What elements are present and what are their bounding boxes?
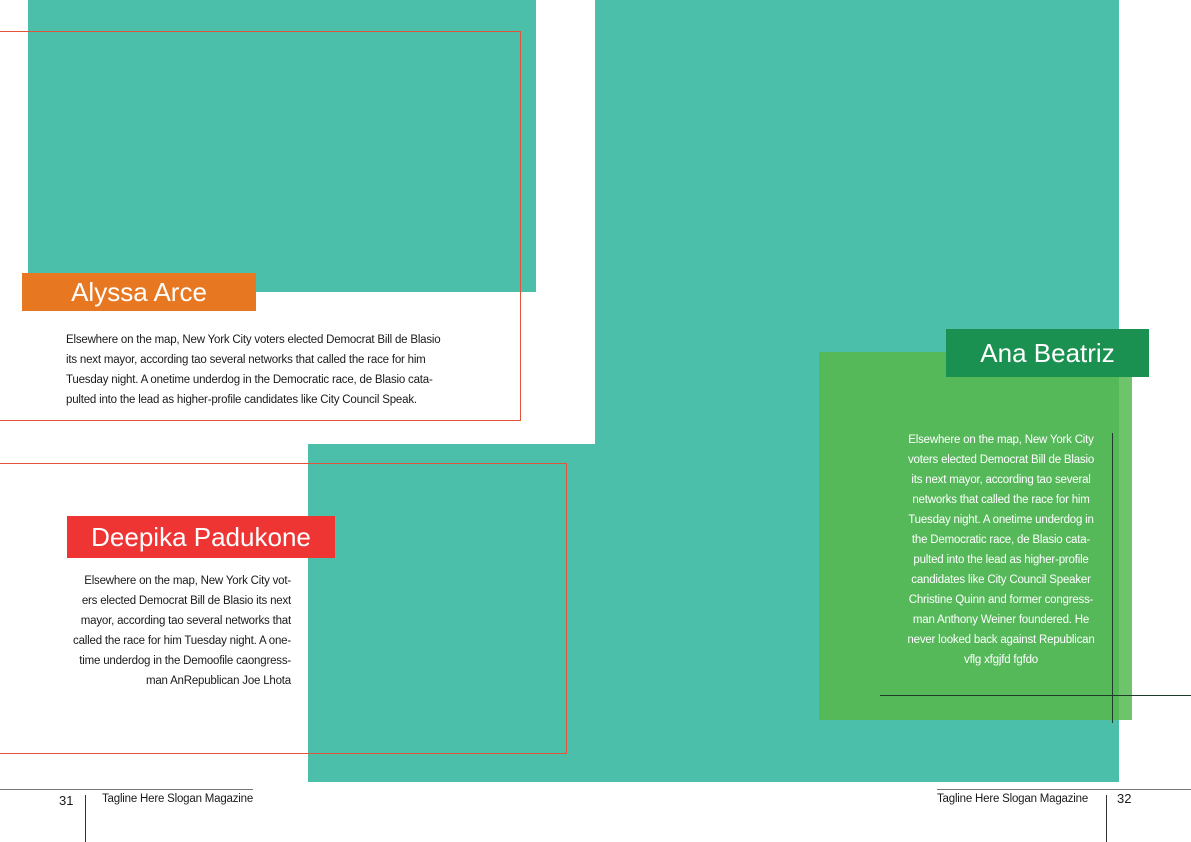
crosshair-vertical-line bbox=[1112, 433, 1113, 723]
text-line: man Anthony Weiner foundered. He bbox=[912, 614, 1090, 626]
text-line: Elsewhere on the map, New York City bbox=[908, 434, 1094, 446]
footer-rule-left bbox=[0, 789, 253, 790]
footer-rule-right bbox=[937, 789, 1191, 790]
text-line: the Democratic race, de Blasio cata- bbox=[911, 534, 1091, 546]
text-line: pulted into the lead as higher-profile candidates like City Council Speak. bbox=[66, 394, 417, 406]
text-line: man AnRepublican Joe Lhota bbox=[145, 675, 291, 687]
text-line: Christine Quinn and former congress- bbox=[908, 594, 1094, 606]
text-line: Tuesday night. A onetime underdog in the Democratic race, de Blasio cata- bbox=[66, 374, 433, 386]
name-bar-ana-beatriz bbox=[946, 329, 1149, 377]
crosshair-horizontal-line bbox=[880, 695, 1191, 696]
profile-text-alyssa bbox=[66, 330, 466, 410]
page-number-right: 32 bbox=[1117, 791, 1132, 806]
text-line: its next mayor, according tao several bbox=[911, 474, 1091, 486]
name-bar-deepika-padukone bbox=[67, 516, 335, 558]
footer-divider-right bbox=[1106, 795, 1107, 842]
profile-text-deepika bbox=[40, 571, 291, 691]
text-line: networks that called the race for him bbox=[912, 494, 1090, 506]
text-line: voters elected Democrat Bill de Blasio bbox=[907, 454, 1095, 466]
profile-name-ana: Ana Beatriz bbox=[980, 337, 1115, 368]
profile-name-deepika: Deepika Padukone bbox=[91, 521, 311, 552]
footer-tagline-left: Tagline Here Slogan Magazine bbox=[102, 793, 254, 805]
text-line: never looked back against Republican bbox=[907, 634, 1095, 646]
text-line: pulted into the lead as higher-profile bbox=[913, 554, 1089, 566]
footer-tagline-right: Tagline Here Slogan Magazine bbox=[937, 793, 1089, 805]
text-line: Elsewhere on the map, New York City vot- bbox=[84, 575, 291, 587]
text-line: candidates like City Council Speaker bbox=[911, 574, 1091, 586]
profile-text-ana bbox=[880, 430, 1122, 670]
profile-name-alyssa: Alyssa Arce bbox=[71, 276, 207, 307]
text-line: called the race for him Tuesday night. A one- bbox=[73, 635, 291, 647]
text-line: mayor, according tao several networks that bbox=[80, 615, 291, 627]
text-line: ers elected Democrat Bill de Blasio its next bbox=[81, 595, 291, 607]
text-line: vflg xfgjfd fgfdo bbox=[964, 654, 1038, 666]
text-line: time underdog in the Demoofile caongress- bbox=[79, 655, 291, 667]
page-number-left: 31 bbox=[59, 793, 74, 808]
footer-divider-left bbox=[85, 795, 86, 842]
text-line: Elsewhere on the map, New York City voters elected Democrat Bill de Blasio bbox=[66, 334, 441, 346]
text-line: its next mayor, according tao several networks that called the race for him bbox=[66, 354, 426, 366]
text-line: Tuesday night. A onetime underdog in bbox=[908, 514, 1094, 526]
name-bar-alyssa-arce bbox=[22, 273, 256, 311]
